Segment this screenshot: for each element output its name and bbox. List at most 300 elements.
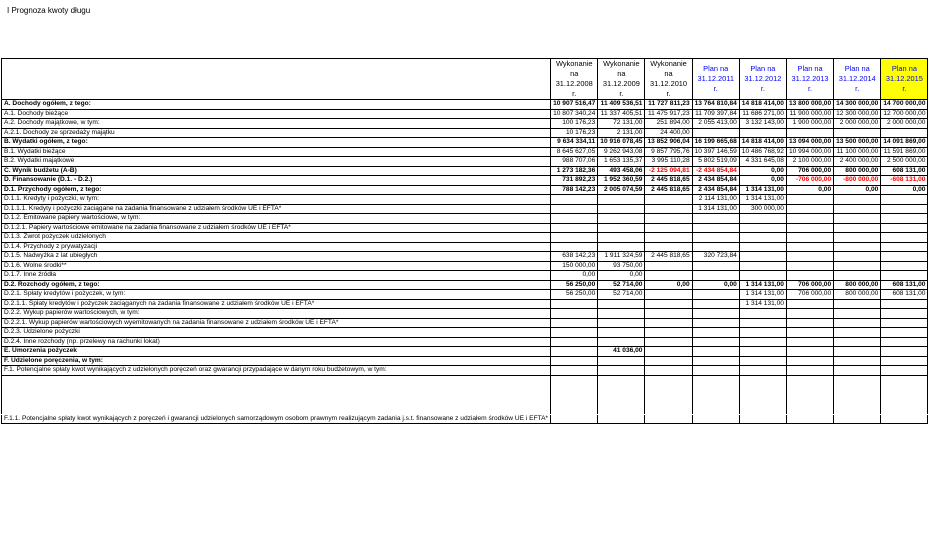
value-cell: 13 500 000,00 (834, 138, 881, 148)
value-cell: 706 000,00 (786, 280, 833, 290)
column-header: Plan na 31.12.2011 r. (692, 59, 739, 100)
value-cell: 2 400 000,00 (834, 157, 881, 167)
value-cell: 72 131,00 (598, 119, 645, 129)
value-cell (786, 318, 833, 328)
value-cell (692, 214, 739, 224)
value-cell (881, 356, 928, 366)
value-cell (645, 242, 692, 252)
table-row (2, 414, 928, 424)
value-cell (551, 309, 598, 319)
value-cell (881, 214, 928, 224)
value-cell: 11 727 811,23 (645, 100, 692, 110)
value-cell (834, 414, 881, 424)
value-cell (692, 290, 739, 300)
value-cell: 300 000,00 (739, 204, 786, 214)
value-cell: 24 400,00 (645, 128, 692, 138)
value-cell: 52 714,00 (598, 280, 645, 290)
value-cell: 800 000,00 (834, 280, 881, 290)
value-cell (551, 414, 598, 424)
value-cell: 12 700 000,00 (881, 109, 928, 119)
value-cell (598, 375, 645, 414)
value-cell (692, 356, 739, 366)
value-cell (786, 214, 833, 224)
value-cell (692, 299, 739, 309)
row-label: D.1.2.1. Papiery wartościowe emitowane na zadania finansowane z udziałem środków UE i EFTA* (2, 223, 551, 233)
column-header: Plan na 31.12.2012 r. (739, 59, 786, 100)
row-label: B. Wydatki ogółem, z tego: (2, 138, 551, 148)
value-cell (786, 271, 833, 281)
value-cell: 12 300 000,00 (834, 109, 881, 119)
value-cell (834, 375, 881, 414)
value-cell (739, 242, 786, 252)
value-cell (834, 252, 881, 262)
page-title: I Prognoza kwoty długu (7, 6, 91, 15)
value-cell (598, 195, 645, 205)
value-cell: 93 750,00 (598, 261, 645, 271)
value-cell: 9 262 943,08 (598, 147, 645, 157)
value-cell: 3 132 143,00 (739, 119, 786, 129)
value-cell (645, 299, 692, 309)
value-cell: 14 091 869,00 (881, 138, 928, 148)
value-cell (739, 337, 786, 347)
value-cell (551, 347, 598, 357)
row-label: D.1.3. Zwrot pożyczek udzielonych (2, 233, 551, 243)
value-cell (786, 233, 833, 243)
value-cell: 0,00 (598, 271, 645, 281)
value-cell: 1 314 131,00 (739, 195, 786, 205)
table-row (2, 157, 928, 167)
value-cell (834, 204, 881, 214)
value-cell (834, 223, 881, 233)
value-cell: 11 686 271,00 (739, 109, 786, 119)
column-header: Wykonanie na 31.12.2009 r. (598, 59, 645, 100)
value-cell (645, 366, 692, 376)
value-cell (786, 347, 833, 357)
value-cell (739, 233, 786, 243)
table-row (2, 195, 928, 205)
value-cell (739, 271, 786, 281)
value-cell: 3 995 110,28 (645, 157, 692, 167)
value-cell (834, 261, 881, 271)
value-cell: 10 994 000,00 (786, 147, 833, 157)
value-cell (645, 414, 692, 424)
row-label: D.1.4. Przychody z prywatyzacji (2, 242, 551, 252)
value-cell (881, 318, 928, 328)
value-cell: -2 434 854,84 (692, 166, 739, 176)
value-cell (881, 195, 928, 205)
value-cell (645, 214, 692, 224)
value-cell: 11 900 000,00 (786, 109, 833, 119)
value-cell (551, 356, 598, 366)
table-row (2, 299, 928, 309)
value-cell (881, 261, 928, 271)
value-cell (881, 233, 928, 243)
value-cell (834, 347, 881, 357)
table-row (2, 214, 928, 224)
value-cell (739, 356, 786, 366)
value-cell (598, 318, 645, 328)
row-label: D.2. Rozchody ogółem, z tego: (2, 280, 551, 290)
value-cell: 1 900 000,00 (786, 119, 833, 129)
row-label: D.2.4. Inne rozchody (np. przelewy na rachunki lokat) (2, 337, 551, 347)
table-row (2, 337, 928, 347)
value-cell: 1 952 360,59 (598, 176, 645, 186)
value-cell: -706 000,00 (786, 176, 833, 186)
value-cell: 16 199 665,68 (692, 138, 739, 148)
value-cell: 1 273 182,36 (551, 166, 598, 176)
value-cell (551, 299, 598, 309)
row-label: D.1.1.1. Kredyty i pożyczki zaciągane na zadania finansowane z udziałem środków UE i EFTA* (2, 204, 551, 214)
value-cell: 788 142,23 (551, 185, 598, 195)
value-cell (692, 318, 739, 328)
value-cell (739, 261, 786, 271)
value-cell (739, 414, 786, 424)
value-cell (551, 195, 598, 205)
value-cell (598, 337, 645, 347)
table-row (2, 252, 928, 262)
value-cell (551, 204, 598, 214)
table-row (2, 233, 928, 243)
value-cell (881, 375, 928, 414)
value-cell (692, 375, 739, 414)
value-cell: 10 907 516,47 (551, 100, 598, 110)
row-label: D.1.2. Emitowane papiery wartościowe, w tym: (2, 214, 551, 224)
value-cell (881, 299, 928, 309)
value-cell: 14 700 000,00 (881, 100, 928, 110)
value-cell: 706 000,00 (786, 290, 833, 300)
value-cell (881, 252, 928, 262)
value-cell (786, 356, 833, 366)
value-cell (645, 204, 692, 214)
value-cell (881, 366, 928, 376)
value-cell: 0,00 (551, 271, 598, 281)
value-cell (834, 328, 881, 338)
value-cell: 1 911 324,59 (598, 252, 645, 262)
value-cell: 2 434 854,84 (692, 185, 739, 195)
value-cell (834, 128, 881, 138)
value-cell (598, 233, 645, 243)
value-cell (551, 214, 598, 224)
value-cell: 10 807 340,24 (551, 109, 598, 119)
value-cell (786, 375, 833, 414)
value-cell (881, 271, 928, 281)
table-row (2, 318, 928, 328)
value-cell (692, 261, 739, 271)
row-label: D.1.1. Kredyty i pożyczki, w tym: (2, 195, 551, 205)
value-cell (645, 375, 692, 414)
table-row (2, 109, 928, 119)
value-cell: 2 434 854,84 (692, 176, 739, 186)
value-cell: 14 818 414,00 (739, 100, 786, 110)
value-cell: 11 337 405,51 (598, 109, 645, 119)
value-cell (645, 356, 692, 366)
value-cell (739, 366, 786, 376)
value-cell: 608 131,00 (881, 280, 928, 290)
table-row (2, 280, 928, 290)
table-row (2, 356, 928, 366)
value-cell (834, 271, 881, 281)
value-cell (834, 337, 881, 347)
value-cell (598, 299, 645, 309)
table-row (2, 347, 928, 357)
value-cell: 608 131,00 (881, 290, 928, 300)
value-cell (786, 195, 833, 205)
value-cell: 10 176,23 (551, 128, 598, 138)
table-row (2, 290, 928, 300)
value-cell (834, 366, 881, 376)
value-cell: 2 005 074,59 (598, 185, 645, 195)
value-cell (834, 242, 881, 252)
value-cell (881, 309, 928, 319)
value-cell: 13 800 000,00 (786, 100, 833, 110)
header-blank-cell (2, 59, 551, 100)
value-cell (786, 261, 833, 271)
value-cell (786, 309, 833, 319)
value-cell: 56 250,00 (551, 290, 598, 300)
table-row (2, 375, 928, 414)
value-cell: 11 709 397,84 (692, 109, 739, 119)
row-label: A.2.1. Dochody ze sprzedaży majątku (2, 128, 551, 138)
value-cell (739, 309, 786, 319)
value-cell: 1 314 131,00 (739, 185, 786, 195)
value-cell (692, 128, 739, 138)
value-cell: 0,00 (881, 185, 928, 195)
row-label: A.2. Dochody majątkowe, w tym: (2, 119, 551, 129)
value-cell: 2 445 818,65 (645, 185, 692, 195)
value-cell: -800 000,00 (834, 176, 881, 186)
row-label: D.2.2. Wykup papierów wartościowych, w tym: (2, 309, 551, 319)
table-row (2, 242, 928, 252)
row-label: F.1. Potencjalne spłaty kwot wynikających z udzielonych poręczeń oraz gwarancji przypadające w danym roku budżetowym, w tym: (2, 366, 551, 376)
value-cell: 2 131,00 (598, 128, 645, 138)
value-cell (739, 375, 786, 414)
value-cell: 56 250,00 (551, 280, 598, 290)
row-label: D.2.3. Udzielone pożyczki (2, 328, 551, 338)
value-cell (551, 318, 598, 328)
row-label: E. Umorzenia pożyczek (2, 347, 551, 357)
row-label: D.1. Przychody ogółem, z tego: (2, 185, 551, 195)
value-cell: 251 894,00 (645, 119, 692, 129)
value-cell (645, 223, 692, 233)
value-cell (881, 204, 928, 214)
value-cell (692, 347, 739, 357)
row-label (2, 375, 551, 414)
value-cell (739, 347, 786, 357)
value-cell (881, 242, 928, 252)
row-label: D.1.6. Wolne środki** (2, 261, 551, 271)
table-row (2, 166, 928, 176)
value-cell: 100 176,23 (551, 119, 598, 129)
value-cell (551, 242, 598, 252)
row-label: D.1.7. Inne źródła (2, 271, 551, 281)
table-row (2, 176, 928, 186)
value-cell: 1 314 131,00 (739, 299, 786, 309)
value-cell: 800 000,00 (834, 166, 881, 176)
table-row (2, 309, 928, 319)
table-row (2, 119, 928, 129)
value-cell (834, 318, 881, 328)
table-row (2, 204, 928, 214)
value-cell: 1 314 131,00 (692, 204, 739, 214)
value-cell: 4 331 645,08 (739, 157, 786, 167)
value-cell: 13 852 906,04 (645, 138, 692, 148)
value-cell: 1 314 131,00 (739, 290, 786, 300)
value-cell (881, 337, 928, 347)
value-cell (881, 128, 928, 138)
value-cell: 800 000,00 (834, 290, 881, 300)
column-header: Plan na 31.12.2013 r. (786, 59, 833, 100)
value-cell (786, 299, 833, 309)
table-row (2, 185, 928, 195)
value-cell: 2 114 131,00 (692, 195, 739, 205)
value-cell (834, 233, 881, 243)
value-cell: 10 916 078,45 (598, 138, 645, 148)
value-cell (786, 337, 833, 347)
row-label: C. Wynik budżetu (A-B) (2, 166, 551, 176)
value-cell: 0,00 (739, 166, 786, 176)
value-cell (551, 328, 598, 338)
value-cell: 2 000 000,00 (834, 119, 881, 129)
value-cell (692, 337, 739, 347)
value-cell (645, 309, 692, 319)
value-cell: 13 094 000,00 (786, 138, 833, 148)
table-row (2, 366, 928, 376)
value-cell: 11 591 869,00 (881, 147, 928, 157)
value-cell (551, 366, 598, 376)
value-cell: 9 634 334,11 (551, 138, 598, 148)
value-cell (786, 414, 833, 424)
row-label: B.2. Wydatki majątkowe (2, 157, 551, 167)
table-row (2, 328, 928, 338)
value-cell (645, 328, 692, 338)
value-cell (834, 309, 881, 319)
value-cell (692, 309, 739, 319)
value-cell: 2 000 000,00 (881, 119, 928, 129)
value-cell (645, 233, 692, 243)
value-cell (786, 204, 833, 214)
value-cell (881, 328, 928, 338)
value-cell (786, 242, 833, 252)
value-cell: 2 445 818,65 (645, 252, 692, 262)
value-cell: 0,00 (786, 185, 833, 195)
value-cell (598, 366, 645, 376)
header-row (2, 59, 928, 100)
table-row (2, 261, 928, 271)
table-row (2, 223, 928, 233)
value-cell: 14 818 414,00 (739, 138, 786, 148)
value-cell (692, 414, 739, 424)
value-cell: 9 857 795,76 (645, 147, 692, 157)
value-cell (645, 347, 692, 357)
value-cell: 988 707,06 (551, 157, 598, 167)
value-cell: 10 397 146,59 (692, 147, 739, 157)
value-cell (881, 223, 928, 233)
value-cell: 2 445 818,65 (645, 176, 692, 186)
table-row (2, 100, 928, 110)
row-label: B.1. Wydatki bieżące (2, 147, 551, 157)
value-cell (786, 128, 833, 138)
column-header: Plan na 31.12.2014 r. (834, 59, 881, 100)
row-label: F. Udzielone poręczenia, w tym: (2, 356, 551, 366)
table-row (2, 271, 928, 281)
value-cell: 0,00 (692, 280, 739, 290)
table-row (2, 138, 928, 148)
value-cell (786, 252, 833, 262)
value-cell (692, 366, 739, 376)
value-cell (645, 195, 692, 205)
value-cell: 731 892,23 (551, 176, 598, 186)
value-cell: 52 714,00 (598, 290, 645, 300)
value-cell: 11 409 536,51 (598, 100, 645, 110)
value-cell (598, 356, 645, 366)
row-label: F.1.1. Potencjalne spłaty kwot wynikających z poręczeń i gwarancji udzielonych samorządowym osobom prawnym realizującym zadania j.s.t. finansowane z udziałem środków UE i EFTA* (2, 414, 551, 424)
value-cell: 1 314 131,00 (739, 280, 786, 290)
value-cell: 320 723,84 (692, 252, 739, 262)
value-cell (551, 375, 598, 414)
row-label: A. Dochody ogółem, z tego: (2, 100, 551, 110)
value-cell: 14 300 000,00 (834, 100, 881, 110)
value-cell (645, 271, 692, 281)
value-cell (645, 290, 692, 300)
value-cell: 11 475 917,23 (645, 109, 692, 119)
row-label: D.2.1. Spłaty kredytów i pożyczek, w tym: (2, 290, 551, 300)
value-cell: 638 142,23 (551, 252, 598, 262)
value-cell: 11 100 000,00 (834, 147, 881, 157)
value-cell (598, 328, 645, 338)
value-cell: 608 131,00 (881, 166, 928, 176)
value-cell (881, 414, 928, 424)
value-cell (692, 223, 739, 233)
value-cell: 2 500 000,00 (881, 157, 928, 167)
value-cell (739, 252, 786, 262)
value-cell (598, 223, 645, 233)
row-label: A.1. Dochody bieżące (2, 109, 551, 119)
value-cell (551, 337, 598, 347)
value-cell (739, 318, 786, 328)
value-cell: 706 000,00 (786, 166, 833, 176)
value-cell (598, 414, 645, 424)
value-cell (739, 223, 786, 233)
value-cell (692, 328, 739, 338)
value-cell: 5 802 519,09 (692, 157, 739, 167)
column-header: Wykonanie na 31.12.2008 r. (551, 59, 598, 100)
value-cell (598, 204, 645, 214)
value-cell: 8 645 627,05 (551, 147, 598, 157)
value-cell: -2 125 094,81 (645, 166, 692, 176)
column-header: Plan na 31.12.2015 r. (881, 59, 928, 100)
value-cell (786, 328, 833, 338)
value-cell (834, 356, 881, 366)
value-cell (834, 195, 881, 205)
value-cell: 0,00 (739, 176, 786, 186)
value-cell (786, 223, 833, 233)
value-cell: 10 486 768,92 (739, 147, 786, 157)
value-cell (834, 299, 881, 309)
value-cell (786, 366, 833, 376)
value-cell: 150 000,00 (551, 261, 598, 271)
value-cell (692, 242, 739, 252)
column-header: Wykonanie na 31.12.2010 r. (645, 59, 692, 100)
row-label: D. Finansowanie (D.1. - D.2.) (2, 176, 551, 186)
row-label: D.2.1.1. Spłaty kredytów i pożyczek zaciąganych na zadania finansowane z udziałem środków UE i EFTA* (2, 299, 551, 309)
value-cell (881, 347, 928, 357)
value-cell: 13 764 810,84 (692, 100, 739, 110)
value-cell (834, 214, 881, 224)
row-label: D.1.5. Nadwyżka z lat ubiegłych (2, 252, 551, 262)
value-cell (598, 242, 645, 252)
value-cell: 2 100 000,00 (786, 157, 833, 167)
table-row (2, 128, 928, 138)
